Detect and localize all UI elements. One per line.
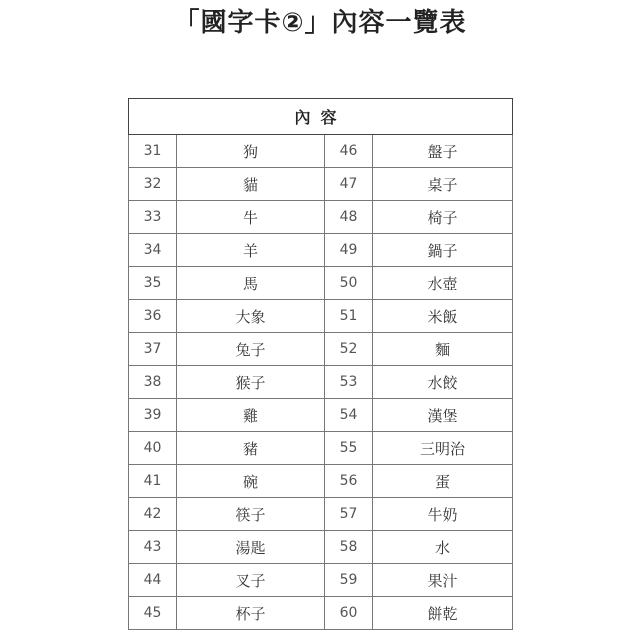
item-number: 39 [129, 399, 177, 432]
item-word: 狗 [177, 135, 325, 168]
item-number: 48 [325, 201, 373, 234]
item-word: 桌子 [373, 168, 513, 201]
table-row [129, 168, 513, 201]
item-number: 32 [129, 168, 177, 201]
item-number: 46 [325, 135, 373, 168]
item-word: 盤子 [373, 135, 513, 168]
item-number: 60 [325, 597, 373, 630]
item-number: 36 [129, 300, 177, 333]
item-number: 52 [325, 333, 373, 366]
item-number: 56 [325, 465, 373, 498]
item-number: 45 [129, 597, 177, 630]
table-row [129, 135, 513, 168]
item-word: 貓 [177, 168, 325, 201]
item-number: 43 [129, 531, 177, 564]
page-title: 「國字卡②」內容一覽表 [173, 8, 467, 38]
item-word: 鍋子 [373, 234, 513, 267]
item-word: 水餃 [373, 366, 513, 399]
item-number: 57 [325, 498, 373, 531]
item-number: 34 [129, 234, 177, 267]
item-number: 55 [325, 432, 373, 465]
item-word: 水壺 [373, 267, 513, 300]
item-word: 大象 [177, 300, 325, 333]
table-header: 內容 [129, 99, 513, 135]
table-row [129, 333, 513, 366]
item-word: 三明治 [373, 432, 513, 465]
table-row [129, 531, 513, 564]
item-word: 米飯 [373, 300, 513, 333]
table-header-row [129, 99, 513, 135]
item-word: 碗 [177, 465, 325, 498]
item-number: 54 [325, 399, 373, 432]
item-word: 麵 [373, 333, 513, 366]
item-number: 49 [325, 234, 373, 267]
item-number: 59 [325, 564, 373, 597]
item-word: 果汁 [373, 564, 513, 597]
table-row [129, 465, 513, 498]
table-row [129, 597, 513, 630]
item-number: 38 [129, 366, 177, 399]
table-row [129, 201, 513, 234]
item-word: 杯子 [177, 597, 325, 630]
item-number: 41 [129, 465, 177, 498]
item-word: 馬 [177, 267, 325, 300]
item-word: 猴子 [177, 366, 325, 399]
table-row [129, 234, 513, 267]
table-row [129, 399, 513, 432]
item-word: 蛋 [373, 465, 513, 498]
item-number: 40 [129, 432, 177, 465]
item-word: 漢堡 [373, 399, 513, 432]
item-word: 豬 [177, 432, 325, 465]
item-word: 筷子 [177, 498, 325, 531]
item-word: 水 [373, 531, 513, 564]
table-body [129, 135, 513, 630]
item-word: 餅乾 [373, 597, 513, 630]
table-row [129, 300, 513, 333]
item-word: 叉子 [177, 564, 325, 597]
item-number: 51 [325, 300, 373, 333]
table-row [129, 267, 513, 300]
item-number: 53 [325, 366, 373, 399]
item-word: 牛奶 [373, 498, 513, 531]
item-number: 50 [325, 267, 373, 300]
table-row [129, 432, 513, 465]
content-table [128, 98, 513, 630]
item-number: 31 [129, 135, 177, 168]
item-word: 湯匙 [177, 531, 325, 564]
item-number: 58 [325, 531, 373, 564]
table-row [129, 564, 513, 597]
item-number: 42 [129, 498, 177, 531]
item-word: 兔子 [177, 333, 325, 366]
item-number: 33 [129, 201, 177, 234]
item-number: 37 [129, 333, 177, 366]
item-word: 羊 [177, 234, 325, 267]
table-row [129, 366, 513, 399]
item-number: 35 [129, 267, 177, 300]
table-row [129, 498, 513, 531]
item-word: 雞 [177, 399, 325, 432]
item-word: 牛 [177, 201, 325, 234]
item-number: 47 [325, 168, 373, 201]
item-number: 44 [129, 564, 177, 597]
item-word: 椅子 [373, 201, 513, 234]
